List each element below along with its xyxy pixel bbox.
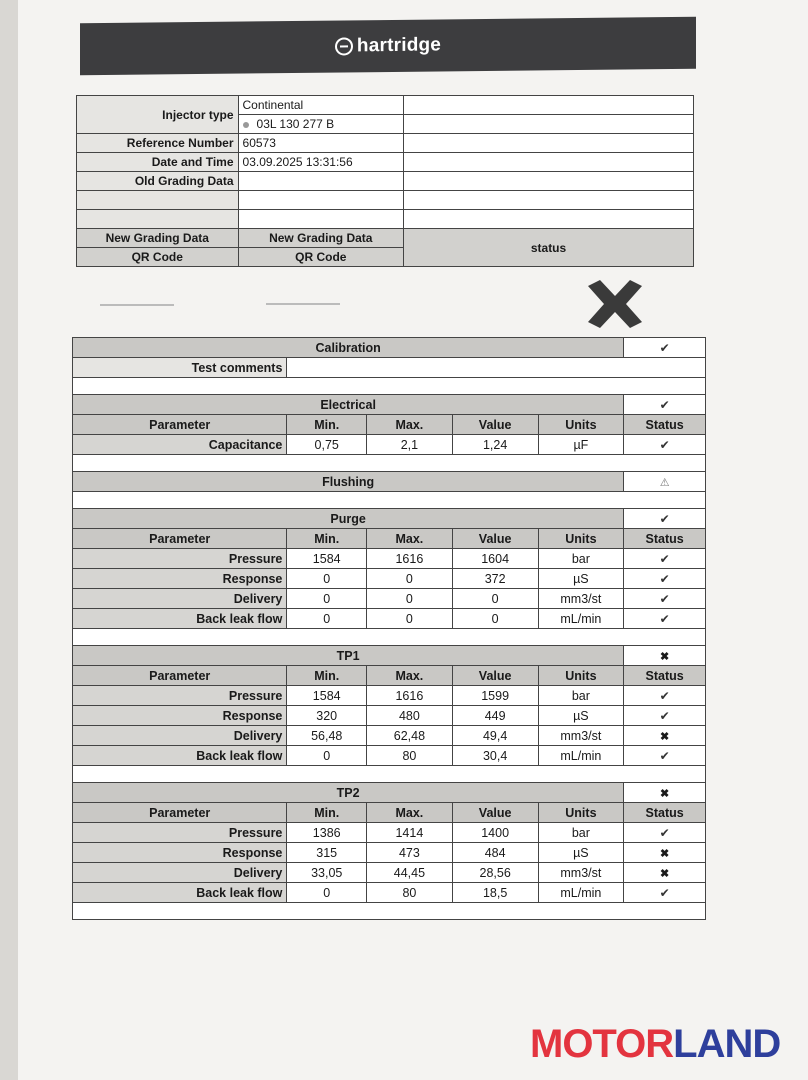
- status-label: status: [404, 229, 694, 267]
- purge-status: [624, 509, 706, 529]
- param-min: 0: [287, 589, 367, 609]
- tp1-title: TP1: [73, 646, 624, 666]
- tp1-status: [624, 646, 706, 666]
- cross-icon: ✖: [660, 847, 670, 860]
- param-max: 1616: [367, 549, 453, 569]
- param-value: 0: [452, 589, 538, 609]
- param-min: 0: [287, 883, 367, 903]
- electrical-title: Electrical: [73, 395, 624, 415]
- param-name: Delivery: [73, 726, 287, 746]
- new-grading-label: New Grading Data: [77, 229, 239, 248]
- param-status: [624, 569, 706, 589]
- param-max: 473: [367, 843, 453, 863]
- param-units: mm3/st: [538, 726, 624, 746]
- param-max: 80: [367, 883, 453, 903]
- param-units: bar: [538, 549, 624, 569]
- param-max: 480: [367, 706, 453, 726]
- param-min: 0: [287, 609, 367, 629]
- check-icon: ✔: [659, 885, 670, 900]
- motorland-watermark: MOTORLAND: [530, 1022, 781, 1066]
- calibration-status: [624, 338, 706, 358]
- param-value: 0: [452, 609, 538, 629]
- param-status: [624, 863, 706, 883]
- param-units: µS: [538, 569, 624, 589]
- column-header: Parameter: [73, 529, 287, 549]
- column-header: Status: [624, 415, 706, 435]
- cross-icon: ✖: [660, 787, 670, 800]
- param-status: [624, 609, 706, 629]
- param-name: Delivery: [73, 863, 287, 883]
- param-min: 0: [287, 569, 367, 589]
- column-header: Value: [452, 529, 538, 549]
- column-header: Status: [624, 803, 706, 823]
- param-max: 62,48: [367, 726, 453, 746]
- param-name: Delivery: [73, 589, 287, 609]
- param-name: Response: [73, 706, 287, 726]
- param-status: [624, 706, 706, 726]
- column-header: Min.: [287, 803, 367, 823]
- param-max: 80: [367, 746, 453, 766]
- reference-value: 60573: [238, 134, 404, 153]
- brand-header: [80, 17, 696, 75]
- tp2-title: TP2: [73, 783, 624, 803]
- check-icon: ✔: [659, 511, 670, 526]
- param-units: µS: [538, 706, 624, 726]
- param-status: [624, 726, 706, 746]
- param-min: 320: [287, 706, 367, 726]
- reference-label: Reference Number: [77, 134, 239, 153]
- injector-info-table: [76, 95, 694, 267]
- param-status: [624, 589, 706, 609]
- column-header: Min.: [287, 415, 367, 435]
- param-name: Back leak flow: [73, 609, 287, 629]
- column-header: Max.: [367, 529, 453, 549]
- param-value: 49,4: [452, 726, 538, 746]
- check-icon: ✔: [659, 571, 670, 586]
- qr-code-value: QR Code: [238, 248, 404, 267]
- column-header: Units: [538, 415, 624, 435]
- param-value: 484: [452, 843, 538, 863]
- param-status: [624, 549, 706, 569]
- param-units: mm3/st: [538, 863, 624, 883]
- param-name: Back leak flow: [73, 746, 287, 766]
- column-header: Status: [624, 529, 706, 549]
- results-table: [72, 337, 706, 920]
- calibration-title: Calibration: [73, 338, 624, 358]
- param-name: Back leak flow: [73, 883, 287, 903]
- datetime-value: 03.09.2025 13:31:56: [238, 153, 404, 172]
- column-header: Parameter: [73, 415, 287, 435]
- param-value: 449: [452, 706, 538, 726]
- param-status: [624, 746, 706, 766]
- param-status: [624, 843, 706, 863]
- flushing-status: [624, 472, 706, 492]
- param-units: mL/min: [538, 883, 624, 903]
- param-status: [624, 435, 706, 455]
- param-name: Capacitance: [73, 435, 287, 455]
- flushing-title: Flushing: [73, 472, 624, 492]
- column-header: Max.: [367, 415, 453, 435]
- param-value: 1604: [452, 549, 538, 569]
- column-header: Units: [538, 529, 624, 549]
- check-icon: ✔: [659, 591, 670, 606]
- column-header: Value: [452, 666, 538, 686]
- param-value: 28,56: [452, 863, 538, 883]
- param-max: 44,45: [367, 863, 453, 883]
- param-max: 1616: [367, 686, 453, 706]
- electrical-status: [624, 395, 706, 415]
- brand-logo: [335, 34, 441, 57]
- check-icon: ✔: [659, 825, 670, 840]
- divider: [100, 304, 174, 306]
- column-header: Status: [624, 666, 706, 686]
- fail-cross-icon: [584, 278, 646, 330]
- param-name: Pressure: [73, 823, 287, 843]
- injector-part-number: 03L 130 277 B: [238, 115, 404, 134]
- param-min: 1584: [287, 549, 367, 569]
- column-header: Units: [538, 803, 624, 823]
- old-grading-label: Old Grading Data: [77, 172, 239, 191]
- hartridge-logo-icon: [335, 37, 353, 55]
- check-icon: ✔: [659, 551, 670, 566]
- injector-type-value: Continental: [238, 96, 404, 115]
- column-header: Value: [452, 415, 538, 435]
- qr-code-label: QR Code: [77, 248, 239, 267]
- check-icon: ✔: [659, 688, 670, 703]
- param-value: 30,4: [452, 746, 538, 766]
- column-header: Parameter: [73, 666, 287, 686]
- param-max: 1414: [367, 823, 453, 843]
- bullet-icon: [243, 122, 249, 128]
- check-icon: ✔: [659, 340, 670, 355]
- param-min: 1584: [287, 686, 367, 706]
- test-comments-label: Test comments: [73, 358, 287, 378]
- new-grading-value: New Grading Data: [238, 229, 404, 248]
- column-header: Min.: [287, 666, 367, 686]
- param-value: 1400: [452, 823, 538, 843]
- param-units: bar: [538, 686, 624, 706]
- purge-title: Purge: [73, 509, 624, 529]
- param-name: Pressure: [73, 686, 287, 706]
- param-value: 372: [452, 569, 538, 589]
- param-units: µF: [538, 435, 624, 455]
- column-header: Max.: [367, 803, 453, 823]
- param-value: 1599: [452, 686, 538, 706]
- param-min: 0,75: [287, 435, 367, 455]
- divider: [266, 303, 340, 305]
- param-max: 0: [367, 609, 453, 629]
- param-units: mL/min: [538, 609, 624, 629]
- param-units: bar: [538, 823, 624, 843]
- param-name: Response: [73, 843, 287, 863]
- param-units: mL/min: [538, 746, 624, 766]
- cross-icon: ✖: [660, 650, 670, 663]
- param-status: [624, 686, 706, 706]
- param-units: mm3/st: [538, 589, 624, 609]
- column-header: Parameter: [73, 803, 287, 823]
- check-icon: ✔: [659, 397, 670, 412]
- cross-icon: ✖: [660, 867, 670, 880]
- param-units: µS: [538, 843, 624, 863]
- column-header: Value: [452, 803, 538, 823]
- param-status: [624, 883, 706, 903]
- check-icon: ✔: [659, 437, 670, 452]
- param-status: [624, 823, 706, 843]
- param-value: 1,24: [452, 435, 538, 455]
- warning-icon: ⚠: [659, 476, 670, 489]
- param-max: 0: [367, 589, 453, 609]
- param-min: 1386: [287, 823, 367, 843]
- brand-name: hartridge: [356, 34, 442, 57]
- check-icon: ✔: [659, 708, 670, 723]
- check-icon: ✔: [659, 611, 670, 626]
- param-max: 0: [367, 569, 453, 589]
- param-name: Response: [73, 569, 287, 589]
- datetime-label: Date and Time: [77, 153, 239, 172]
- param-value: 18,5: [452, 883, 538, 903]
- param-name: Pressure: [73, 549, 287, 569]
- check-icon: ✔: [659, 748, 670, 763]
- param-max: 2,1: [367, 435, 453, 455]
- column-header: Min.: [287, 529, 367, 549]
- tp2-status: [624, 783, 706, 803]
- param-min: 56,48: [287, 726, 367, 746]
- column-header: Units: [538, 666, 624, 686]
- param-min: 315: [287, 843, 367, 863]
- cross-icon: ✖: [660, 730, 670, 743]
- injector-type-label: Injector type: [77, 96, 239, 134]
- param-min: 0: [287, 746, 367, 766]
- test-comments-value: [287, 358, 706, 378]
- param-min: 33,05: [287, 863, 367, 883]
- column-header: Max.: [367, 666, 453, 686]
